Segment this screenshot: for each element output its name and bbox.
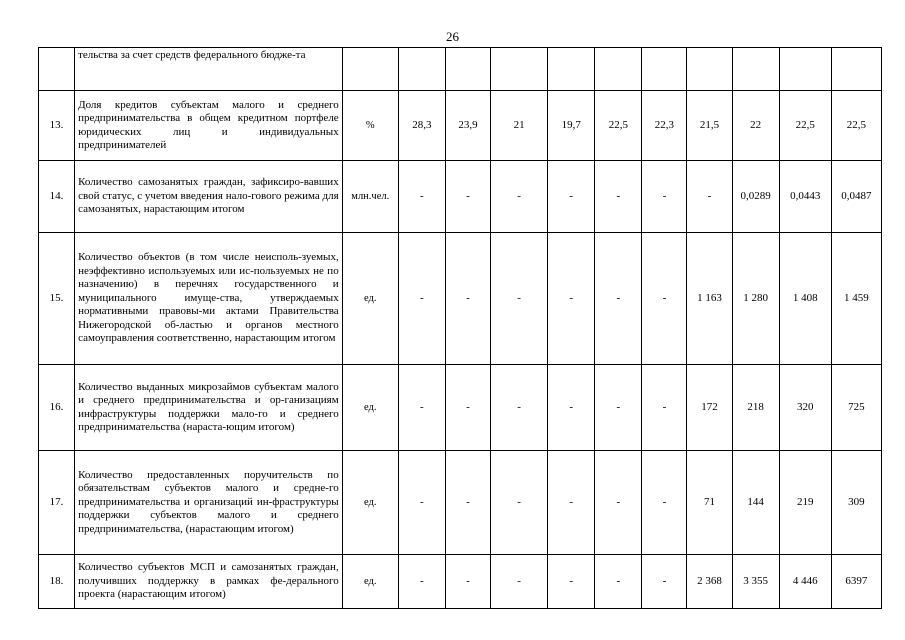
value-cell — [595, 48, 642, 91]
value-cell: - — [548, 161, 595, 233]
row-number: 18. — [39, 555, 75, 609]
value-cell: 4 446 — [779, 555, 831, 609]
value-cell: 22,5 — [831, 91, 881, 161]
value-cell: 22,5 — [595, 91, 642, 161]
value-cell: - — [548, 233, 595, 365]
indicators-table — [38, 47, 882, 609]
value-cell: - — [595, 451, 642, 555]
table-row — [39, 233, 882, 365]
value-cell: 1 280 — [732, 233, 779, 365]
table-row — [39, 91, 882, 161]
value-cell: - — [548, 451, 595, 555]
value-cell: - — [398, 233, 445, 365]
value-cell: - — [445, 161, 490, 233]
value-cell: 71 — [687, 451, 732, 555]
value-cell: - — [491, 233, 548, 365]
value-cell — [779, 48, 831, 91]
value-cell: - — [687, 161, 732, 233]
value-cell: - — [445, 451, 490, 555]
value-cell: 1 459 — [831, 233, 881, 365]
value-cell — [687, 48, 732, 91]
value-cell: - — [595, 161, 642, 233]
value-cell: 21,5 — [687, 91, 732, 161]
value-cell — [831, 48, 881, 91]
value-cell: 0,0443 — [779, 161, 831, 233]
value-cell: - — [491, 451, 548, 555]
value-cell — [398, 48, 445, 91]
value-cell: - — [595, 233, 642, 365]
row-number: 14. — [39, 161, 75, 233]
value-cell: 21 — [491, 91, 548, 161]
indicator-description: Доля кредитов субъектам малого и среднего предпринимательства в общем кредитном портфеле юридических лиц и индивидуальных предпринимателей — [75, 91, 343, 161]
value-cell: - — [445, 555, 490, 609]
value-cell — [445, 48, 490, 91]
table-row — [39, 365, 882, 451]
value-cell: 23,9 — [445, 91, 490, 161]
row-number: 15. — [39, 233, 75, 365]
value-cell: - — [445, 365, 490, 451]
value-cell: - — [642, 365, 687, 451]
value-cell: 725 — [831, 365, 881, 451]
value-cell: 19,7 — [548, 91, 595, 161]
value-cell: 309 — [831, 451, 881, 555]
value-cell: - — [445, 233, 490, 365]
table-row — [39, 161, 882, 233]
value-cell: 2 368 — [687, 555, 732, 609]
value-cell: 218 — [732, 365, 779, 451]
value-cell: - — [642, 555, 687, 609]
unit-cell — [342, 48, 398, 91]
unit-cell: ед. — [342, 233, 398, 365]
value-cell: 1 163 — [687, 233, 732, 365]
value-cell: - — [595, 365, 642, 451]
table-row — [39, 451, 882, 555]
indicator-description: Количество выданных микрозаймов субъектам малого и среднего предпринимательства и ор-ганизациям инфраструктуры поддержки мало-го и среднего предпринимательства (нараста-ющим итогом) — [75, 365, 343, 451]
value-cell: - — [548, 365, 595, 451]
unit-cell: ед. — [342, 365, 398, 451]
indicator-description: Количество объектов (в том числе неисполь-зуемых, неэффективно используемых или ис-пользуемых не по назначению) в перечнях государственного и муниципального имуще-ства, утверждаемых нормативными правовы-ми актами Правительства Нижегородской об-ластью и органов местного самоуправления соответственно, нарастающим итогом — [75, 233, 343, 365]
value-cell: 22,5 — [779, 91, 831, 161]
value-cell — [732, 48, 779, 91]
value-cell: - — [491, 555, 548, 609]
value-cell: - — [398, 365, 445, 451]
value-cell: 0,0487 — [831, 161, 881, 233]
table-row — [39, 48, 882, 91]
value-cell — [642, 48, 687, 91]
value-cell: - — [595, 555, 642, 609]
indicator-description: Количество самозанятых граждан, зафиксиро-вавших свой статус, с учетом введения нало-гового режима для самозанятых, нарастающим итогом — [75, 161, 343, 233]
value-cell: - — [642, 161, 687, 233]
value-cell — [548, 48, 595, 91]
value-cell: 22,3 — [642, 91, 687, 161]
value-cell: 28,3 — [398, 91, 445, 161]
unit-cell: ед. — [342, 451, 398, 555]
indicator-description: Количество субъектов МСП и самозанятых граждан, получивших поддержку в рамках фе-дерального проекта (нарастающим итогом) — [75, 555, 343, 609]
value-cell: 0,0289 — [732, 161, 779, 233]
row-number: 17. — [39, 451, 75, 555]
value-cell: - — [642, 233, 687, 365]
row-number: 16. — [39, 365, 75, 451]
unit-cell: ед. — [342, 555, 398, 609]
value-cell: 3 355 — [732, 555, 779, 609]
value-cell: - — [398, 451, 445, 555]
value-cell: - — [491, 365, 548, 451]
row-number — [39, 48, 75, 91]
value-cell: 6397 — [831, 555, 881, 609]
indicator-description: Количество предоставленных поручительств по обязательствам субъектов малого и средне-го предпринимательства и организаций ин-фраструктуры поддержки субъектов малого и среднего предпринимательства, (нарастающим итогом) — [75, 451, 343, 555]
value-cell: - — [398, 555, 445, 609]
unit-cell: млн.чел. — [342, 161, 398, 233]
value-cell: - — [491, 161, 548, 233]
value-cell: 219 — [779, 451, 831, 555]
value-cell — [491, 48, 548, 91]
table-row — [39, 555, 882, 609]
value-cell: - — [548, 555, 595, 609]
value-cell: 1 408 — [779, 233, 831, 365]
page-number: 26 — [446, 29, 459, 44]
value-cell: 172 — [687, 365, 732, 451]
value-cell: - — [398, 161, 445, 233]
row-number: 13. — [39, 91, 75, 161]
value-cell: - — [642, 451, 687, 555]
indicator-description: тельства за счет средств федерального бюдже-та — [75, 48, 343, 91]
value-cell: 144 — [732, 451, 779, 555]
value-cell: 320 — [779, 365, 831, 451]
value-cell: 22 — [732, 91, 779, 161]
unit-cell: % — [342, 91, 398, 161]
